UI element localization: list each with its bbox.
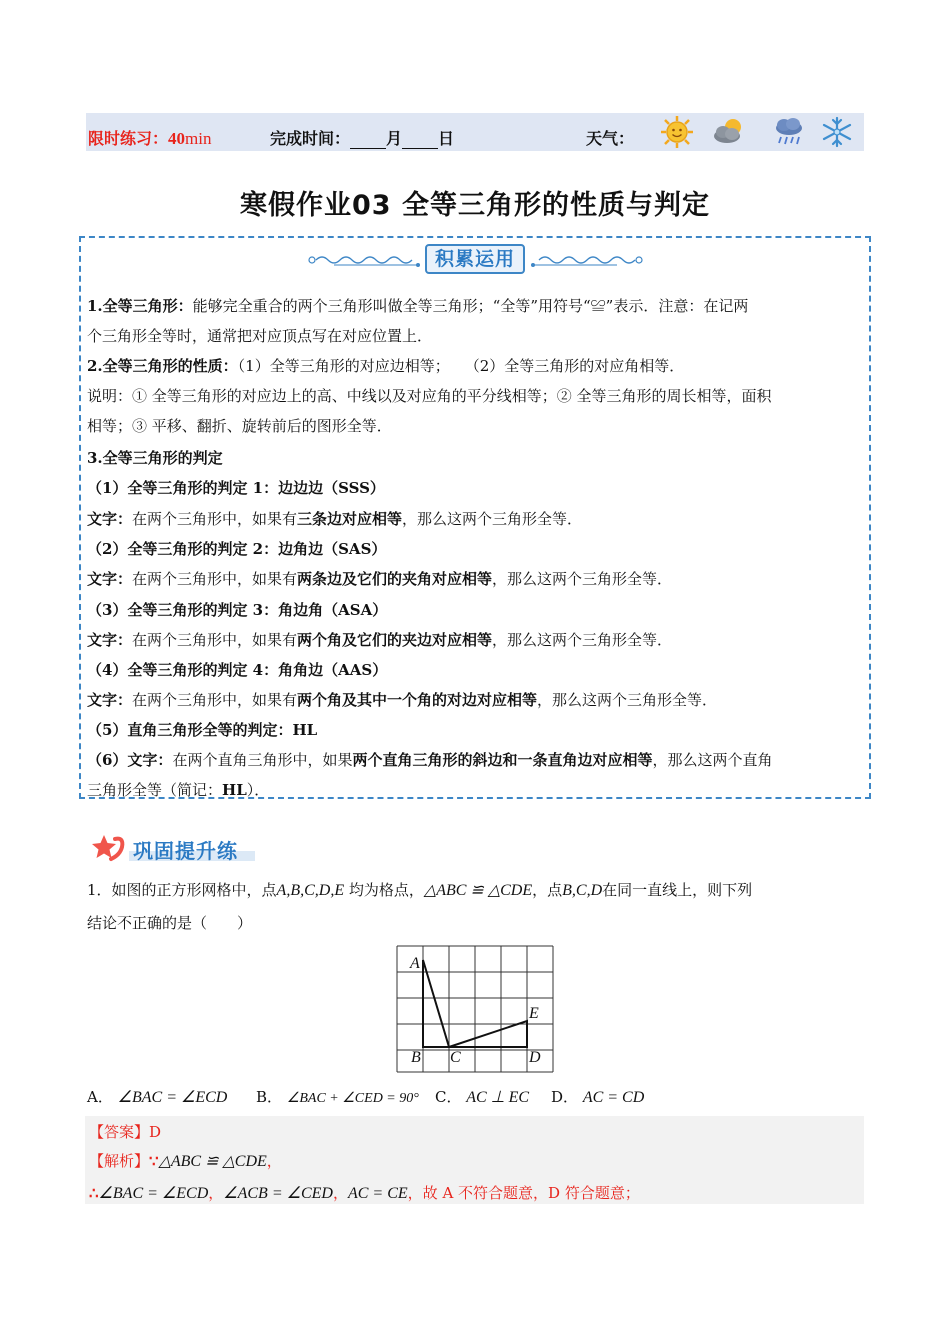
snow-icon[interactable]	[819, 115, 855, 149]
completion-time: 完成时间： 月 日	[270, 129, 455, 148]
answer-panel	[85, 1116, 864, 1204]
label-d: D	[529, 1049, 541, 1066]
rule2-head: （2）全等三角形的判定 2：边角边（SAS）	[87, 540, 387, 558]
month-blank[interactable]	[350, 134, 386, 149]
triangle-cde	[449, 1021, 527, 1047]
rain-icon[interactable]	[771, 115, 807, 149]
page-title: 寒假作业03 全等三角形的性质与判定	[240, 190, 710, 221]
rule3-text: 文字：在两个三角形中，如果有两个角及它们的夹边对应相等，那么这两个三角形全等．	[87, 631, 673, 649]
explanation-line1: 【解析】∵△ABC ≌ △CDE，	[89, 1152, 282, 1170]
rule6-text: （6）文字：在两个直角三角形中，如果两个直角三角形的斜边和一条直角边对应相等，那么这两个直角	[87, 751, 773, 769]
label-a: A	[410, 955, 420, 972]
grid-figure	[390, 940, 560, 1078]
star-icon	[91, 833, 127, 863]
rule6-text-cont: 三角形全等（简记：HL）．	[87, 781, 270, 799]
knowledge-note2: 相等；③ 平移、翻折、旋转前后的图形全等．	[87, 417, 392, 435]
weather-label: 天气：	[586, 129, 635, 148]
day-blank[interactable]	[402, 134, 438, 149]
option-a[interactable]: A． ∠BAC = ∠ECD	[87, 1088, 228, 1106]
knowledge-p1-cont: 个三角形全等时，通常把对应顶点写在对应位置上．	[87, 327, 433, 345]
rule5-head: （5）直角三角形全等的判定：HL	[87, 721, 318, 739]
label-b: B	[411, 1049, 421, 1066]
left-wave-decoration	[306, 250, 424, 270]
label-e: E	[529, 1005, 539, 1022]
rule1-head: （1）全等三角形的判定 1：边边边（SSS）	[87, 479, 385, 497]
rule2-text: 文字：在两个三角形中，如果有两条边及它们的夹角对应相等，那么这两个三角形全等．	[87, 570, 673, 588]
knowledge-p2: 2.全等三角形的性质：（1）全等三角形的对应边相等； （2）全等三角形的对应角相等．	[87, 357, 685, 375]
rule1-text: 文字：在两个三角形中，如果有三条边对应相等，那么这两个三角形全等．	[87, 510, 583, 528]
knowledge-badge: 积累运用	[425, 244, 525, 274]
rule3-head: （3）全等三角形的判定 3：角边角（ASA）	[87, 601, 388, 619]
question-line1: 1．如图的正方形网格中，点A,B,C,D,E 均为格点，△ABC ≌ △CDE，点B,C,D在同一直线上，则下列	[87, 881, 753, 899]
option-c[interactable]: C． AC ⊥ EC	[435, 1088, 530, 1106]
header-bar	[86, 113, 864, 151]
knowledge-p3: 3.全等三角形的判定	[87, 449, 223, 467]
knowledge-note1: 说明：① 全等三角形的对应边上的高、中线以及对应角的平分线相等；② 全等三角形的周长相等，面积	[87, 387, 772, 405]
explanation-line2: ∴∠BAC = ∠ECD，∠ACB = ∠CED，AC = CE，故 A 不符合题意，D 符合题意；	[89, 1184, 640, 1202]
section-heading: 巩固提升练	[91, 833, 261, 863]
option-d[interactable]: D． AC = CD	[551, 1088, 645, 1106]
time-limit: 限时练习：40min	[88, 129, 212, 148]
triangle-abc	[423, 960, 449, 1047]
rule4-text: 文字：在两个三角形中，如果有两个角及其中一个角的对边对应相等，那么这两个三角形全等．	[87, 691, 718, 709]
knowledge-p1: 1.全等三角形：能够完全重合的两个三角形叫做全等三角形；“全等”用符号“≌”表示．注意：在记两	[87, 297, 749, 315]
rule4-head: （4）全等三角形的判定 4：角角边（AAS）	[87, 661, 388, 679]
cloudy-icon[interactable]	[711, 115, 747, 149]
question-line2: 结论不正确的是（ ）	[87, 914, 253, 932]
label-c: C	[450, 1049, 461, 1066]
right-wave-decoration	[527, 250, 645, 270]
sun-icon[interactable]	[659, 115, 695, 149]
option-b[interactable]: B． ∠BAC + ∠CED = 90°	[256, 1088, 419, 1106]
answer-line: 【答案】D	[89, 1123, 162, 1141]
